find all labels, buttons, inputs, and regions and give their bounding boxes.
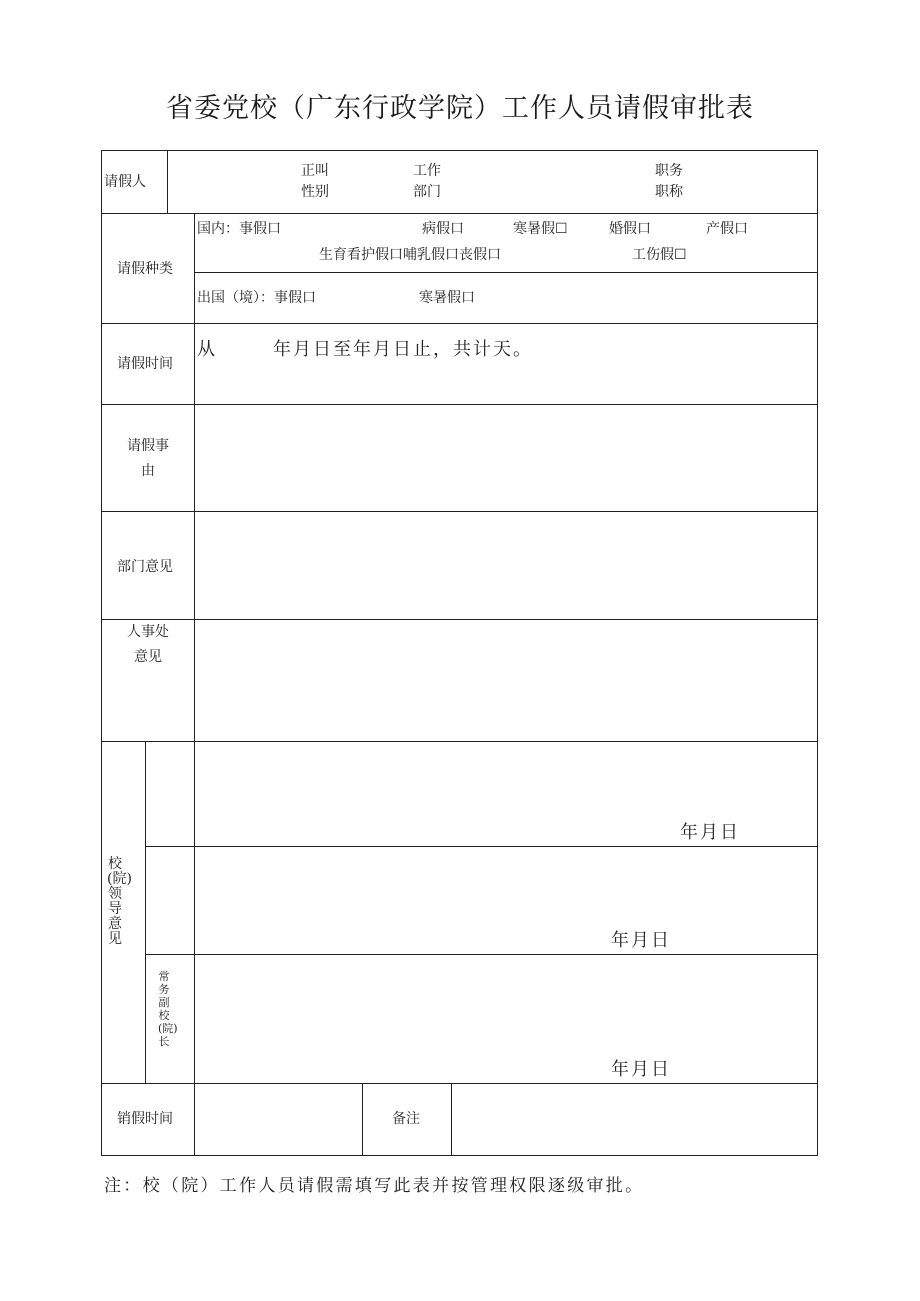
leader-date-1: 年月日 [680,822,740,843]
footnote: 注：校（院）工作人员请假需填写此表并按管理权限逐级审批。 [104,1176,645,1196]
dept-opinion-field[interactable] [196,513,816,618]
form-border-bottom [101,1155,818,1156]
injury-leave-option[interactable]: 工伤假☐ [632,247,687,263]
hr-opinion-label: 人事处意见 [127,624,169,665]
col-divider [167,150,168,213]
row-divider [145,846,818,847]
leader-date-2: 年月日 [611,930,671,951]
winter-summer-leave-option[interactable]: 寒暑假☐ [513,221,568,237]
leader-opinion-label: 校(院)领导意见 [107,856,132,947]
domestic-personal-leave-option[interactable]: 国内：事假口 [197,221,281,237]
leave-time-from: 从 [197,339,217,360]
marriage-leave-option[interactable]: 婚假口 [609,221,651,237]
care-nursing-bereavement-options[interactable]: 生育看护假口哺乳假口丧假口 [319,247,501,263]
remarks-field[interactable] [453,1085,816,1154]
form-border-right [817,150,818,1156]
leave-time-label: 请假时间 [117,356,173,372]
position-label: 职务 [655,163,683,179]
dept-label: 部门 [413,184,441,200]
work-label: 工作 [413,163,441,179]
row-divider [101,741,818,742]
vice-president-label: 常务副校(院)长 [158,970,178,1048]
sick-leave-option[interactable]: 病假口 [422,221,464,237]
form-border-top [101,150,818,151]
hr-opinion-field[interactable] [196,621,816,740]
gender-label: 性别 [301,184,329,200]
maternity-leave-option[interactable]: 产假口 [706,221,748,237]
col-divider [362,1083,363,1156]
cancel-leave-time-label: 销假时间 [117,1111,173,1127]
abroad-personal-leave-option[interactable]: 出国（境）：事假口 [197,290,316,306]
cancel-leave-time-field[interactable] [196,1085,361,1154]
leader-date-3: 年月日 [611,1059,671,1080]
row-divider [101,213,818,214]
page-title: 省委党校（广东行政学院）工作人员请假审批表 [166,93,754,124]
leave-reason-field[interactable] [196,406,816,510]
leave-time-period[interactable]: 年月日至年月日止，共计天。 [273,339,533,360]
title-rank-label: 职称 [655,184,683,200]
leave-type-label: 请假种类 [117,261,173,277]
row-divider [145,954,818,955]
row-divider [194,272,818,273]
leave-approval-form [101,150,818,1156]
remarks-label: 备注 [392,1111,420,1127]
row-divider [101,323,818,324]
name-label: 正叫 [301,163,329,179]
leave-reason-label: 请假事由 [127,438,169,479]
form-border-left [101,150,102,1156]
dept-opinion-label: 部门意见 [117,559,173,575]
abroad-winter-summer-leave-option[interactable]: 寒暑假口 [419,290,475,306]
applicant-label: 请假人 [104,174,146,190]
col-divider [145,741,146,1083]
